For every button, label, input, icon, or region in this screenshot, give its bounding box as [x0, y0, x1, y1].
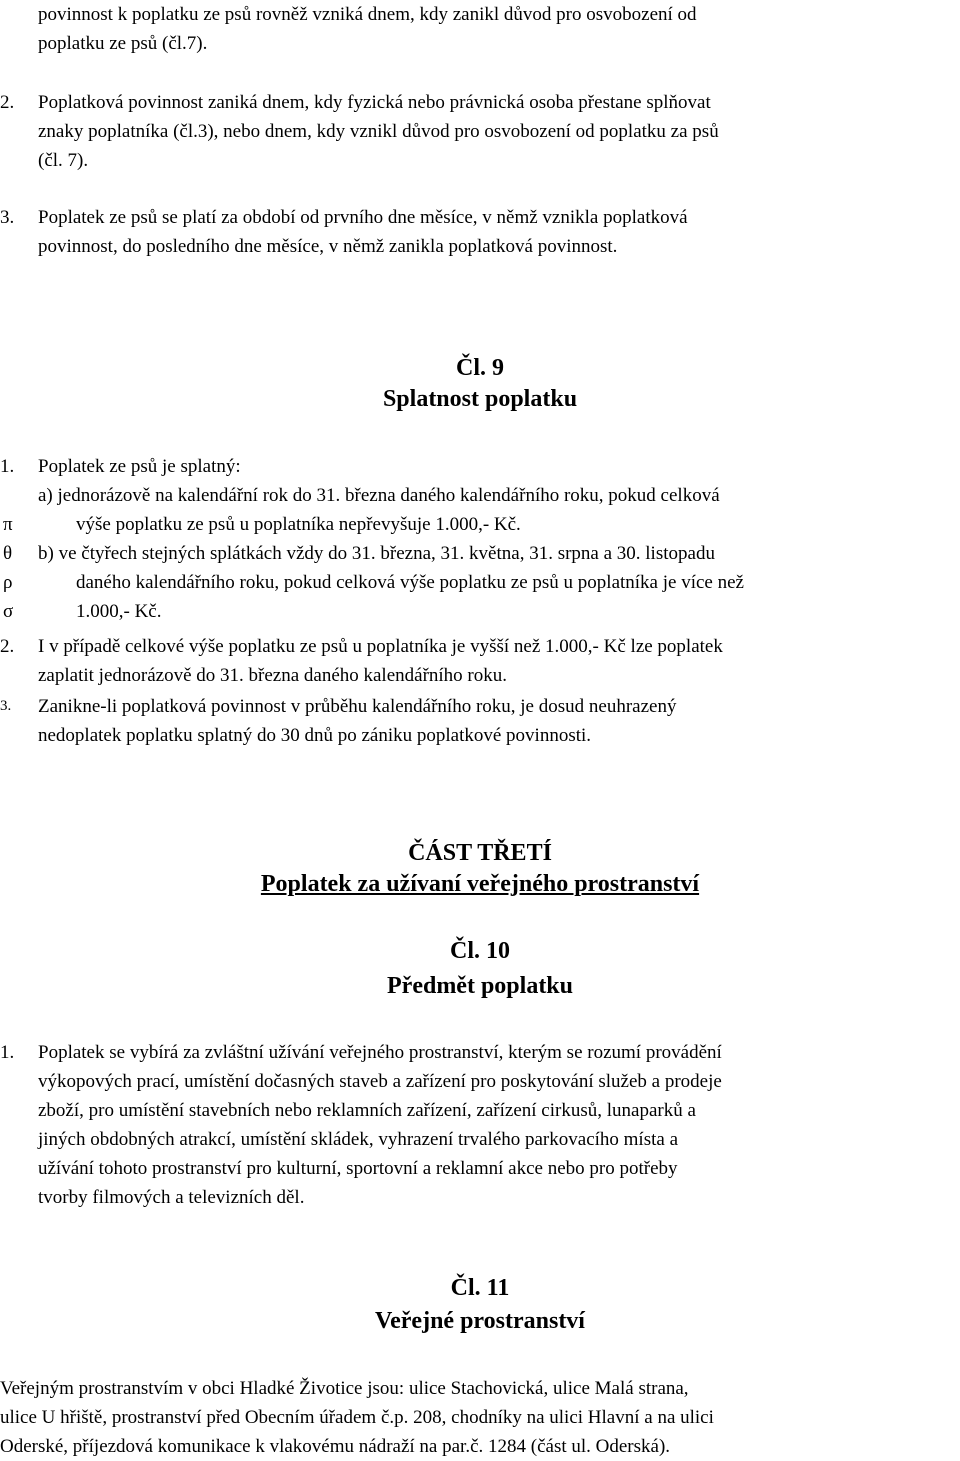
- article-title: Veřejné prostranství: [375, 1308, 585, 1334]
- text-line: Poplatek se vybírá za zvláštní užívání veřejného prostranství, kterým se rozumí provádění: [38, 1042, 722, 1063]
- text-line: zboží, pro umístění stavebních nebo reklamních zařízení, zařízení cirkusů, lunaparků a: [38, 1100, 696, 1121]
- bullet-symbol: ρ: [3, 572, 13, 593]
- part-heading: ČÁST TŘETÍ: [408, 840, 552, 866]
- text-line: (čl. 7).: [38, 150, 89, 171]
- text-line: daného kalendářního roku, pokud celková výše poplatku ze psů u poplatníka je více než: [76, 572, 744, 593]
- text-line: nedoplatek poplatku splatný do 30 dnů po zániku poplatkové povinnosti.: [38, 725, 592, 746]
- text-line: Oderské, příjezdová komunikace k vlakovému nádraží na par.č. 1284 (část ul. Oderská).: [0, 1436, 671, 1457]
- text-line: jiných obdobných atrakcí, umístění skládek, vyhrazení trvalého parkovacího místa a: [38, 1129, 678, 1150]
- item-number: 1.: [0, 456, 15, 477]
- text-line: Poplatek ze psů je splatný:: [38, 456, 241, 477]
- item-number: 2.: [0, 92, 15, 113]
- list-item: [0, 88, 960, 175]
- text-line: užívání tohoto prostranství pro kulturní, sportovní a reklamní akce nebo pro potřeby: [38, 1158, 678, 1179]
- paragraph: [0, 1374, 960, 1461]
- text-line: výkopových prací, umístění dočasných staveb a zařízení pro poskytování služeb a prodeje: [38, 1071, 722, 1092]
- bullet-symbol: θ: [3, 543, 13, 564]
- article-heading: Čl. 11: [450, 1275, 510, 1301]
- bullet-symbol: σ: [3, 601, 14, 622]
- item-number: 2.: [0, 636, 15, 657]
- paragraph-continuation: [38, 0, 697, 58]
- item-number: 3.: [0, 698, 12, 714]
- text-line: 1.000,- Kč.: [76, 601, 162, 622]
- part-title: Poplatek za užívaní veřejného prostranství: [260, 871, 700, 897]
- bullet-symbol: π: [3, 514, 13, 535]
- list-item: [0, 692, 960, 750]
- text-line: tvorby filmových a televizních děl.: [38, 1187, 305, 1208]
- text-line: a) jednorázově na kalendářní rok do 31. března daného kalendářního roku, pokud celková: [38, 485, 720, 506]
- list-item: [0, 452, 960, 626]
- text-line: povinnost k poplatku ze psů rovněž vzniká dnem, kdy zanikl důvod pro osvobození od: [38, 4, 697, 25]
- list-item: [0, 1038, 960, 1212]
- article-title: Splatnost poplatku: [382, 386, 578, 412]
- text-line: Zanikne-li poplatková povinnost v průběhu kalendářního roku, je dosud neuhrazený: [38, 696, 677, 717]
- text-line: b) ve čtyřech stejných splátkách vždy do 31. března, 31. května, 31. srpna a 30. listopadu: [38, 543, 715, 564]
- item-number: 1.: [0, 1042, 15, 1063]
- article-heading: Čl. 9: [456, 355, 504, 381]
- list-item: [0, 203, 960, 261]
- text-line: ulice U hřiště, prostranství před Obecním úřadem č.p. 208, chodníky na ulici Hlavní a na ulici: [0, 1407, 714, 1428]
- text-line: znaky poplatníka (čl.3), nebo dnem, kdy vznikl důvod pro osvobození od poplatku za psů: [38, 121, 719, 142]
- text-line: Poplatková povinnost zaniká dnem, kdy fyzická nebo právnická osoba přestane splňovat: [38, 92, 711, 113]
- item-number: 3.: [0, 207, 15, 228]
- text-line: výše poplatku ze psů u poplatníka nepřevyšuje 1.000,- Kč.: [76, 514, 521, 535]
- list-item: [0, 632, 960, 690]
- article-title: Předmět poplatku: [387, 973, 573, 999]
- text-line: povinnost, do posledního dne měsíce, v němž zanikla poplatková povinnost.: [38, 236, 618, 257]
- text-line: Poplatek ze psů se platí za období od prvního dne měsíce, v němž vznikla poplatková: [38, 207, 688, 228]
- article-heading: Čl. 10: [450, 938, 510, 964]
- text-line: poplatku ze psů (čl.7).: [38, 33, 208, 54]
- text-line: Veřejným prostranstvím v obci Hladké Životice jsou: ulice Stachovická, ulice Malá strana,: [0, 1378, 689, 1399]
- text-line: zaplatit jednorázově do 31. března daného kalendářního roku.: [38, 665, 508, 686]
- text-line: I v případě celkové výše poplatku ze psů u poplatníka je vyšší než 1.000,- Kč lze poplatek: [38, 636, 723, 657]
